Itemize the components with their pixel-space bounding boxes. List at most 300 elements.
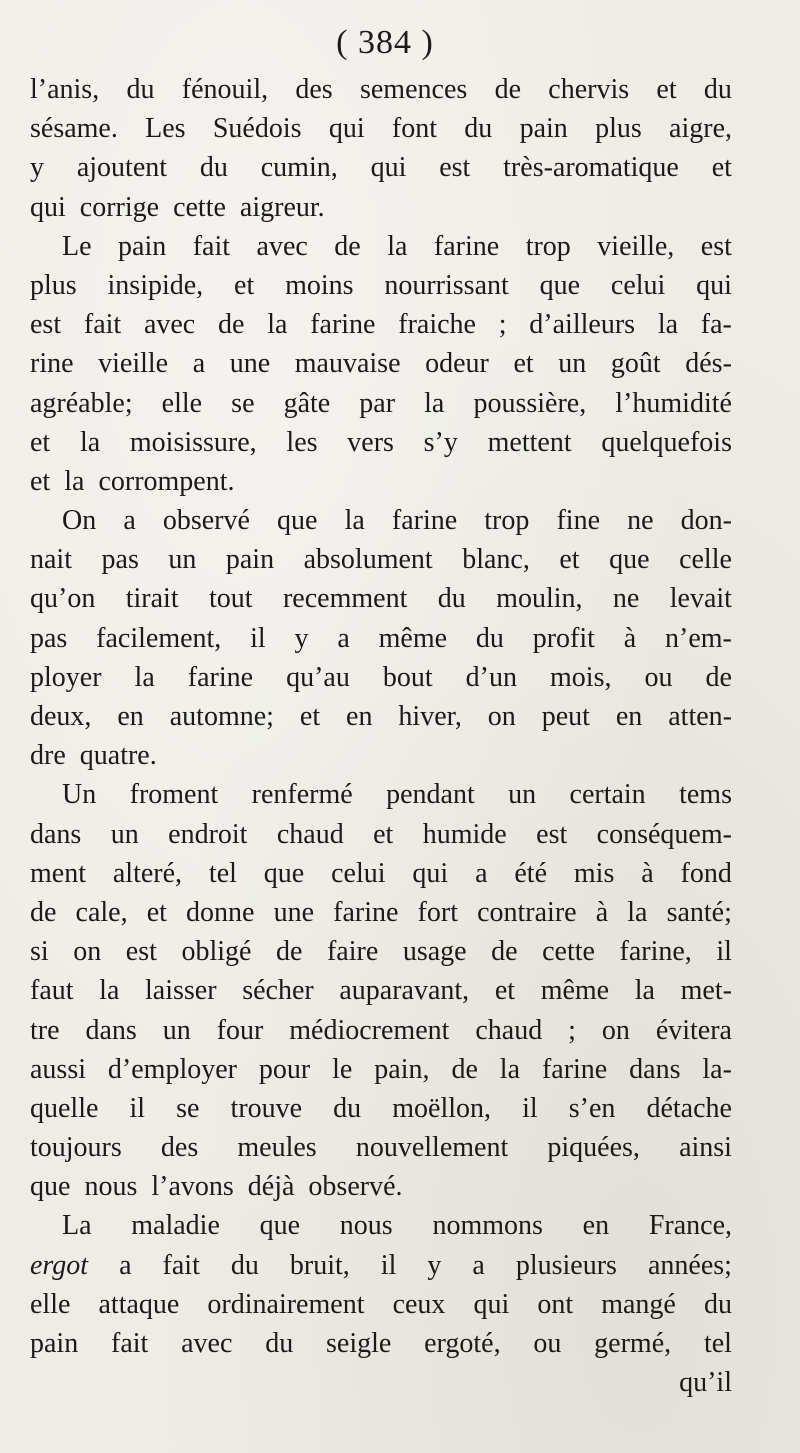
word: ajoutent <box>76 152 168 184</box>
word: celle <box>679 544 732 576</box>
word: une <box>273 896 315 928</box>
word: et <box>513 348 534 380</box>
word: farine <box>310 309 376 341</box>
text-line <box>30 1050 732 1089</box>
word: qui <box>370 152 407 184</box>
word: plus <box>595 113 642 145</box>
word: la <box>267 309 288 341</box>
word: la- <box>702 1053 732 1085</box>
word: recemment <box>282 583 408 615</box>
word: vers <box>347 426 394 458</box>
word: il <box>129 1092 146 1124</box>
word: elle <box>30 1288 71 1320</box>
word: il <box>716 936 732 968</box>
word: du <box>230 1249 259 1281</box>
word: bruit, <box>289 1249 350 1281</box>
word: la <box>657 309 679 341</box>
word: la <box>424 387 445 419</box>
word: ment <box>30 857 86 889</box>
word: tel <box>703 1328 732 1359</box>
word: poussière, <box>473 387 587 419</box>
word: s’y <box>423 426 458 458</box>
word: de <box>218 309 245 341</box>
text-line <box>30 1324 732 1363</box>
word: le <box>332 1053 353 1085</box>
word: qu’on <box>30 583 96 615</box>
word: la <box>134 661 155 693</box>
word: est <box>30 309 62 341</box>
text-line <box>30 501 732 540</box>
text-line <box>30 736 732 775</box>
word: un <box>558 348 587 380</box>
word: du <box>475 622 504 654</box>
word: sécher <box>242 975 314 1007</box>
text-line <box>30 697 732 736</box>
word: nourrissant <box>384 269 509 301</box>
word: fraiche <box>398 309 476 341</box>
word: avec <box>256 230 308 262</box>
word: cette <box>542 936 595 968</box>
word: l’humidité <box>615 387 732 419</box>
text-line <box>30 188 732 227</box>
text-line <box>30 893 732 932</box>
word: ergoté, <box>424 1328 501 1359</box>
word: profit <box>532 622 595 654</box>
word: semences <box>359 74 468 105</box>
word: de <box>491 936 518 968</box>
word: pas <box>101 544 139 576</box>
word: conséquem- <box>596 818 732 850</box>
text-line <box>30 227 732 266</box>
word: humide <box>422 818 507 850</box>
word: a <box>192 348 206 380</box>
word: des <box>160 1132 199 1164</box>
word: est <box>536 818 568 850</box>
word: corrige <box>79 191 160 223</box>
word: attaque <box>98 1288 180 1320</box>
word: levait <box>669 583 732 615</box>
word: qu’il <box>679 1367 732 1399</box>
word: ; <box>498 309 507 341</box>
word: nouvellement <box>355 1132 509 1164</box>
word: ainsi <box>679 1132 732 1164</box>
word: du <box>126 74 155 105</box>
word: santé; <box>666 896 732 928</box>
word: l’avons <box>151 1171 234 1203</box>
word: font <box>391 113 437 145</box>
word: ceux <box>392 1288 446 1320</box>
word: a <box>472 1249 485 1281</box>
word: un <box>508 779 537 811</box>
word: rine <box>30 348 74 380</box>
word: années; <box>647 1249 732 1281</box>
word: s’en <box>568 1092 616 1124</box>
text-line <box>30 462 732 501</box>
word: est <box>439 152 471 184</box>
word: four <box>216 1014 264 1046</box>
text-line <box>30 815 732 854</box>
word: y <box>30 152 44 184</box>
text-line <box>30 658 732 697</box>
word: du <box>464 113 493 145</box>
word: corrompent. <box>98 465 235 497</box>
word: aigre, <box>669 113 732 145</box>
word: maladie <box>131 1210 220 1242</box>
word: nous <box>339 1210 393 1242</box>
word: trouve <box>230 1092 303 1124</box>
text-line <box>30 1167 732 1206</box>
word: dans <box>85 1014 137 1046</box>
word: fine <box>556 505 600 537</box>
text-line <box>30 423 732 462</box>
word: quelle <box>30 1092 99 1124</box>
word: si <box>30 936 49 968</box>
word: On <box>62 505 97 537</box>
word: médiocrement <box>289 1014 450 1046</box>
word: à <box>623 622 637 654</box>
word: elle <box>161 387 203 419</box>
text-line <box>30 540 732 579</box>
text-line <box>30 932 732 971</box>
word: est <box>700 230 732 262</box>
word: que <box>609 544 650 576</box>
word: ; <box>568 1014 576 1046</box>
word: met- <box>680 975 732 1007</box>
word: on <box>73 936 102 968</box>
word: et <box>711 152 732 184</box>
word: déjà <box>247 1171 295 1203</box>
word: mauvaise <box>294 348 401 380</box>
word: vieille, <box>597 230 675 262</box>
word: faut <box>30 975 74 1007</box>
word: faire <box>326 936 379 968</box>
body-text <box>30 70 732 1402</box>
text-line <box>30 70 732 109</box>
word: celui <box>331 857 386 889</box>
text-line <box>30 1011 732 1050</box>
word: chaud <box>475 1014 543 1046</box>
word: pain <box>30 1328 79 1359</box>
word: qui <box>412 857 449 889</box>
word: aigreur. <box>239 191 325 223</box>
word: fond <box>680 857 732 889</box>
word: et <box>146 896 167 928</box>
word: auparavant, <box>339 975 470 1007</box>
word: farine <box>433 230 500 262</box>
word: et <box>559 544 580 576</box>
word: bout <box>382 661 433 693</box>
text-line <box>30 1128 732 1167</box>
word: Le <box>62 230 92 262</box>
word: même <box>378 622 448 654</box>
word: tems <box>679 779 732 811</box>
word: ployer <box>30 661 102 693</box>
word: meules <box>237 1132 317 1164</box>
word: nait <box>30 544 72 576</box>
word: qu’au <box>286 661 350 693</box>
word: obligé <box>181 936 252 968</box>
word: pendant <box>386 779 475 811</box>
text-line <box>30 1285 732 1324</box>
word: qui <box>328 113 365 145</box>
word: se <box>231 387 255 419</box>
word: cette <box>173 191 226 223</box>
word: tel <box>208 857 237 889</box>
word: tout <box>209 583 253 615</box>
word: observé. <box>308 1171 403 1203</box>
word: fa- <box>700 309 732 341</box>
word: hiver, <box>398 701 462 732</box>
word: tre <box>30 1014 60 1046</box>
word: est <box>125 936 157 968</box>
word: un <box>110 818 139 850</box>
word: pain, <box>374 1053 430 1085</box>
page-number: ( 384 ) <box>336 24 434 61</box>
text-line <box>30 305 732 344</box>
text-line <box>30 1363 732 1402</box>
word: on <box>487 701 516 732</box>
word: vieille <box>98 348 169 380</box>
word: à <box>595 896 609 928</box>
word: que <box>263 857 305 889</box>
word: contraire <box>477 896 577 928</box>
word: nous <box>84 1171 138 1203</box>
word: blanc, <box>462 544 530 576</box>
word: donne <box>186 896 255 928</box>
word: moulin, <box>496 583 583 615</box>
word: fait <box>111 1328 149 1359</box>
word: à <box>641 857 654 889</box>
word: de <box>451 1053 478 1085</box>
word: du <box>703 1288 732 1320</box>
word: farine <box>541 1053 608 1085</box>
word: Un <box>62 779 97 811</box>
word: a <box>119 1249 132 1281</box>
word: dans <box>629 1053 681 1085</box>
word: plus <box>30 269 77 301</box>
word: du <box>199 152 228 184</box>
word: nommons <box>432 1210 543 1242</box>
word: pain <box>118 230 167 262</box>
word: des <box>295 74 333 105</box>
word: pain <box>519 113 568 145</box>
word: de <box>30 896 57 928</box>
word: évitera <box>655 1014 732 1046</box>
word: il <box>522 1092 538 1124</box>
word: fait <box>192 230 231 262</box>
word: renfermé <box>251 779 353 811</box>
word: sésame. <box>30 113 118 145</box>
word: odeur <box>425 348 489 380</box>
word: d’employer <box>107 1053 237 1085</box>
word: d’un <box>465 661 517 693</box>
text-line <box>30 148 732 187</box>
text-line <box>30 775 732 814</box>
word: même <box>540 975 610 1007</box>
word: que <box>259 1210 301 1242</box>
word: quelquefois <box>601 426 732 458</box>
text-line <box>30 1246 732 1285</box>
word: pain <box>225 544 275 576</box>
word: fait <box>162 1249 200 1281</box>
word: peut <box>541 701 590 732</box>
word: mis <box>573 857 615 889</box>
word: absolument <box>303 544 433 576</box>
word: et <box>494 975 516 1007</box>
text-line <box>30 1089 732 1128</box>
word: été <box>514 857 548 889</box>
word: moëllon, <box>392 1092 491 1124</box>
word: avec <box>181 1328 233 1359</box>
word: insipide, <box>107 269 204 301</box>
word: La <box>62 1210 92 1242</box>
word: quatre. <box>79 740 157 772</box>
word: usage <box>402 936 467 968</box>
word: la <box>387 230 408 262</box>
word: par <box>359 387 396 419</box>
word: il <box>250 622 266 654</box>
word: de <box>494 74 521 105</box>
word: un <box>168 544 197 576</box>
text-line <box>30 344 732 383</box>
word: détache <box>646 1092 732 1124</box>
text-line <box>30 109 732 148</box>
word: piquées, <box>547 1132 640 1164</box>
word: la <box>499 1053 521 1085</box>
word: la <box>99 975 120 1007</box>
word: Suédois <box>212 113 302 145</box>
word: que <box>30 1171 71 1203</box>
word: mois, <box>550 661 612 693</box>
word: seigle <box>326 1328 392 1359</box>
word: et <box>299 701 321 732</box>
word: il <box>380 1249 397 1281</box>
word: et <box>656 74 677 105</box>
word: a <box>337 622 350 654</box>
text-line <box>30 384 732 423</box>
word: et <box>30 426 51 458</box>
word: a <box>475 857 488 889</box>
word: y <box>294 622 309 654</box>
word: deux, <box>30 701 92 732</box>
word: froment <box>129 779 219 811</box>
word: la <box>79 426 101 458</box>
word: en <box>582 1210 610 1242</box>
word: a <box>123 505 136 537</box>
word: un <box>162 1014 191 1046</box>
word: pour <box>258 1053 311 1085</box>
word: aussi <box>30 1053 86 1085</box>
word: ordinairement <box>207 1288 365 1320</box>
text-line <box>30 971 732 1010</box>
word: facilement, <box>96 622 222 654</box>
text-line <box>30 266 732 305</box>
word: de <box>334 230 361 262</box>
word: farine <box>391 505 458 537</box>
word: trop <box>525 230 571 262</box>
text-line <box>30 854 732 893</box>
word: France, <box>648 1210 732 1242</box>
word: ou <box>533 1328 562 1359</box>
word: goût <box>610 348 661 380</box>
word: se <box>176 1092 200 1124</box>
word: observé <box>162 505 250 537</box>
word: la <box>64 465 85 497</box>
word: fénouil, <box>181 74 269 105</box>
word: ne <box>612 583 640 615</box>
word: laisser <box>145 975 217 1007</box>
word: celui <box>610 269 666 301</box>
word: atten- <box>668 701 732 732</box>
word: et <box>30 465 51 497</box>
word: ne <box>627 505 654 537</box>
word: et <box>234 269 255 301</box>
word: tirait <box>125 583 179 615</box>
word: germé, <box>594 1328 672 1359</box>
word: chaud <box>276 818 344 850</box>
word: du <box>265 1328 294 1359</box>
word: trop <box>484 505 530 537</box>
word: y <box>427 1249 442 1281</box>
word: très-aromatique <box>503 152 679 184</box>
word: plusieurs <box>515 1249 617 1281</box>
word: farine, <box>619 936 692 968</box>
word: farine <box>333 896 399 928</box>
word: du <box>437 583 466 615</box>
word: fort <box>417 896 458 928</box>
word: que <box>539 269 581 301</box>
word: on <box>601 1014 630 1046</box>
word: cumin, <box>260 152 338 184</box>
word: en <box>346 701 373 732</box>
word: en <box>615 701 643 732</box>
word: gâte <box>283 387 331 419</box>
word: ergot <box>30 1249 89 1281</box>
word: du <box>333 1092 362 1124</box>
word: mangé <box>601 1288 676 1320</box>
word: dans <box>30 818 82 850</box>
word: ont <box>537 1288 574 1320</box>
word: qui <box>696 269 732 301</box>
word: dre <box>30 740 66 772</box>
word: une <box>229 348 271 380</box>
word: qui <box>30 191 66 223</box>
word: toujours <box>30 1132 122 1164</box>
word: de <box>705 661 732 693</box>
word: certain <box>569 779 646 811</box>
word: la <box>627 896 648 928</box>
word: cale, <box>75 896 128 928</box>
word: la <box>344 505 365 537</box>
text-line <box>30 619 732 658</box>
word: mettent <box>487 426 572 458</box>
text-line <box>30 1206 732 1245</box>
word: alteré, <box>112 857 183 889</box>
word: don- <box>680 505 732 537</box>
word: farine <box>187 661 254 693</box>
word: n’em- <box>665 622 732 654</box>
word: Les <box>145 113 186 145</box>
word: que <box>277 505 318 537</box>
word: endroit <box>168 818 248 850</box>
word: fait <box>83 309 122 341</box>
word: pas <box>30 622 68 654</box>
word: moins <box>285 269 354 301</box>
word: moisissure, <box>129 426 257 458</box>
word: les <box>286 426 318 458</box>
word: de <box>275 936 303 968</box>
text-line <box>30 579 732 618</box>
